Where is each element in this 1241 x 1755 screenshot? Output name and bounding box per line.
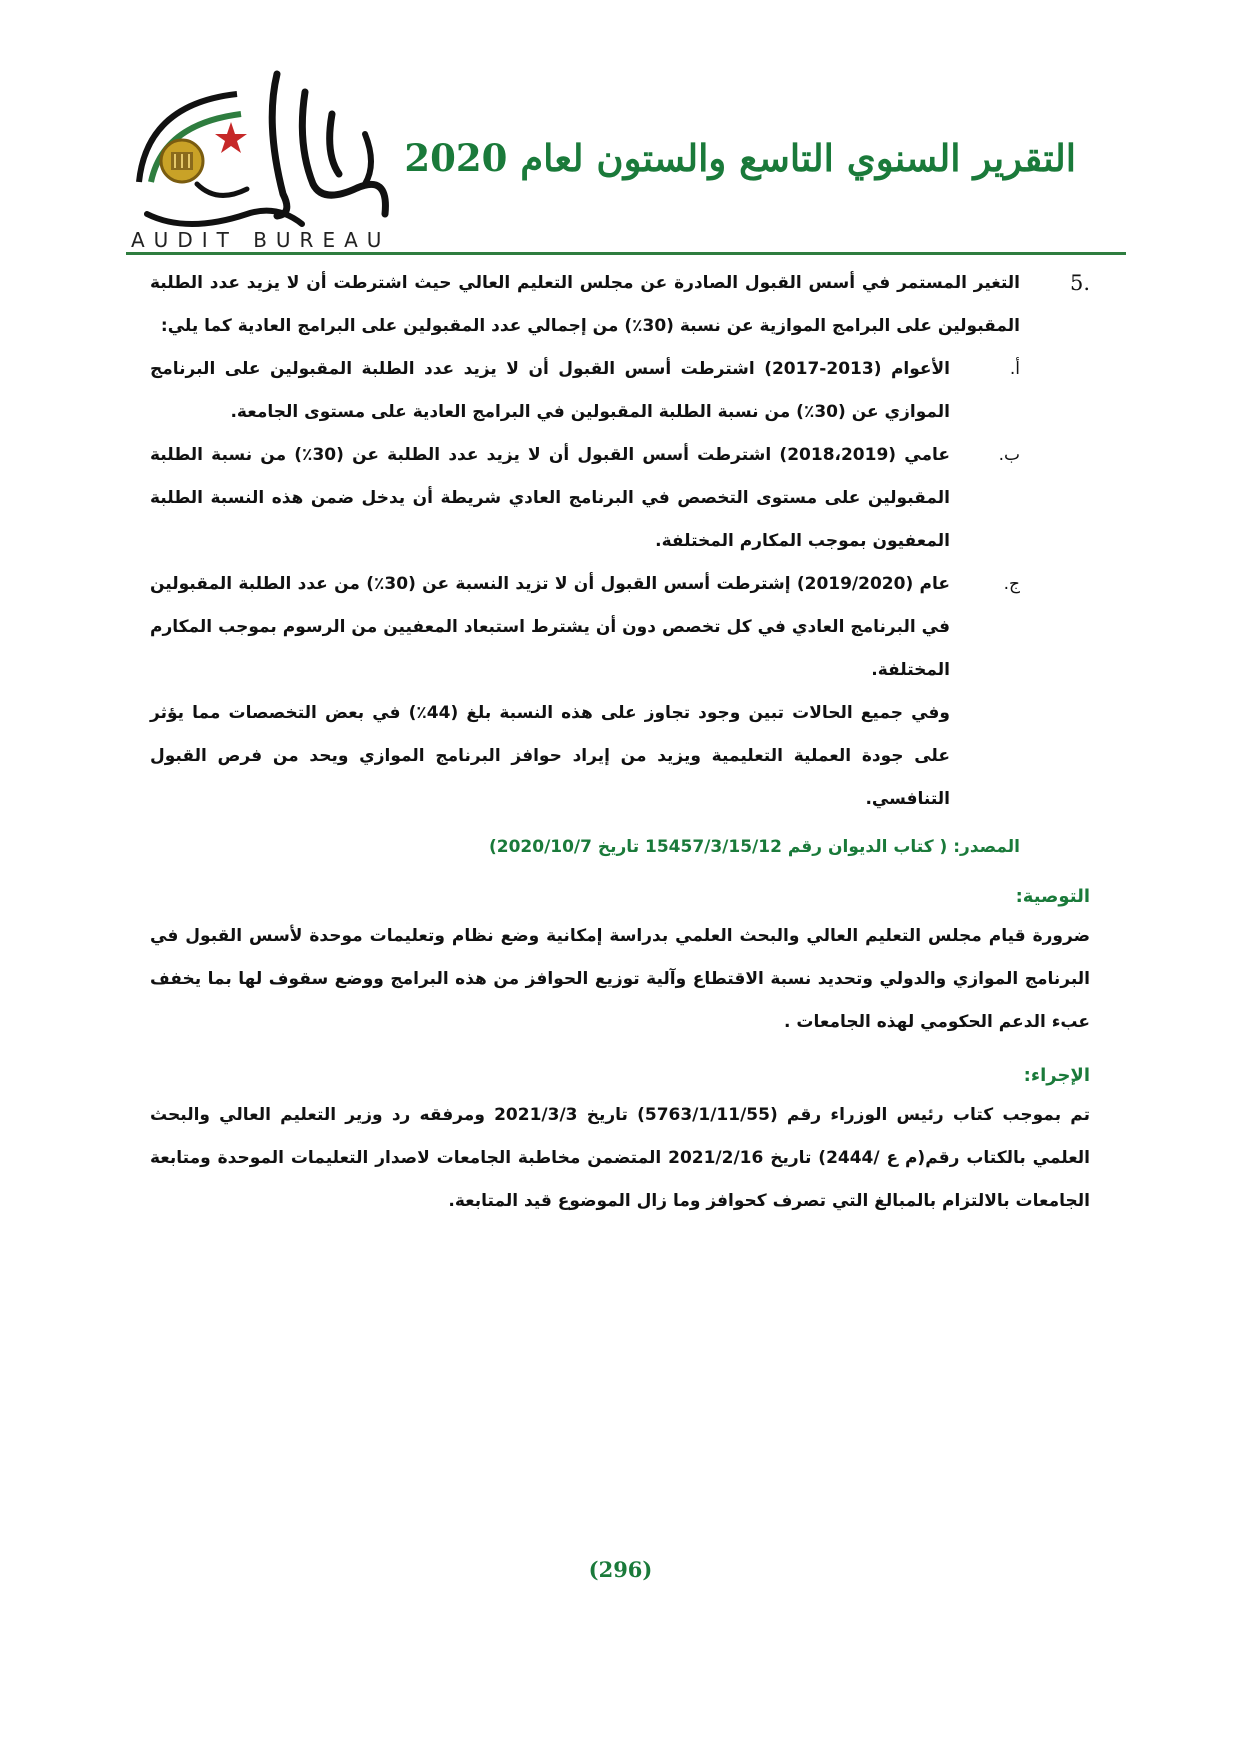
sub-item-letter: ب. <box>998 445 1020 465</box>
sub-item-letter: أ. <box>1009 359 1020 379</box>
finding-item <box>150 262 1090 348</box>
report-title <box>404 136 1076 180</box>
report-year: 2020 <box>404 136 508 180</box>
sub-item-text: الأعوام (2013-2017) اشترطت أسس القبول أن لا يزيد عدد الطلبة المقبولين على البرنامج الموازي عن (30٪) من نسبة الطلبة المقبولين في البرامج العادية على مستوى الجامعة. <box>150 359 950 422</box>
page-number: (296) <box>588 1557 653 1582</box>
report-title-text: التقرير السنوي التاسع والستون لعام <box>520 136 1076 180</box>
sub-item <box>150 434 1020 563</box>
sub-item-letter: ج. <box>1003 574 1020 594</box>
page-content <box>150 262 1090 1223</box>
sub-item <box>150 348 1020 434</box>
logo-caption: AUDIT BUREAU <box>131 228 391 252</box>
sub-item-text: عام (2019/2020) إشترطت أسس القبول أن لا تزيد النسبة عن (30٪) من عدد الطلبة المقبولين في البرنامج العادي في كل تخصص دون أن يشترط استبعاد المعفيين من الرسوم بموجب المكارم المختلفة. <box>150 574 950 680</box>
page-header <box>0 0 1241 262</box>
action-heading: الإجراء: <box>1023 1065 1090 1086</box>
finding-number: .5 <box>1069 271 1090 295</box>
red-star-icon <box>215 122 247 153</box>
header-divider <box>126 252 1126 255</box>
source-reference: المصدر: ( كتاب الديوان رقم 15457/3/15/12 تاريخ 2020/10/7) <box>488 837 1020 857</box>
action-text: تم بموجب كتاب رئيس الوزراء رقم (5763/1/11/55) تاريخ 2021/3/3 ومرفقه رد وزير التعليم العالي والبحث العلمي بالكتاب رقم(م ع /2444) تاريخ 2021/2/16 المتضمن مخاطبة الجامعات لاصدار التعليمات الموحدة ومتابعة الجامعات بالالتزام بالمبالغ التي تصرف كحوافز وما زال الموضوع قيد المتابعة. <box>150 1105 1090 1211</box>
closing-note: وفي جميع الحالات تبين وجود تجاوز على هذه النسبة بلغ (44٪) في بعض التخصصات مما يؤثر على جودة العملية التعليمية ويزيد من إيراد حوافز البرنامج الموازي ويحد من فرص القبول التنافسي. <box>150 703 950 809</box>
recommendation-heading: التوصية: <box>1015 886 1090 907</box>
audit-bureau-logo <box>127 64 422 249</box>
sub-item <box>150 563 1020 692</box>
sub-item-text: عامي (2018،2019) اشترطت أسس القبول أن لا يزيد عدد الطلبة عن (30٪) من نسبة الطلبة المقبولين على مستوى التخصص في البرنامج العادي شريطة أن يدخل ضمن هذه النسبة الطلبة المعفيون بموجب المكارم المختلفة. <box>150 445 950 551</box>
finding-text: التغير المستمر في أسس القبول الصادرة عن مجلس التعليم العالي حيث اشترطت أن لا يزيد عدد الطلبة المقبولين على البرامج الموازية عن نسبة (30٪) من إجمالي عدد المقبولين على البرامج العادية كما يلي: <box>150 273 1020 336</box>
recommendation-text: ضرورة قيام مجلس التعليم العالي والبحث العلمي بدراسة إمكانية وضع نظام وتعليمات موحدة لأسس القبول في البرنامج الموازي والدولي وتحديد نسبة الاقتطاع وآلية توزيع الحوافز من هذه البرامج ووضع سقوف لها بما يخفف عبء الدعم الحكومي لهذه الجامعات . <box>150 926 1090 1032</box>
